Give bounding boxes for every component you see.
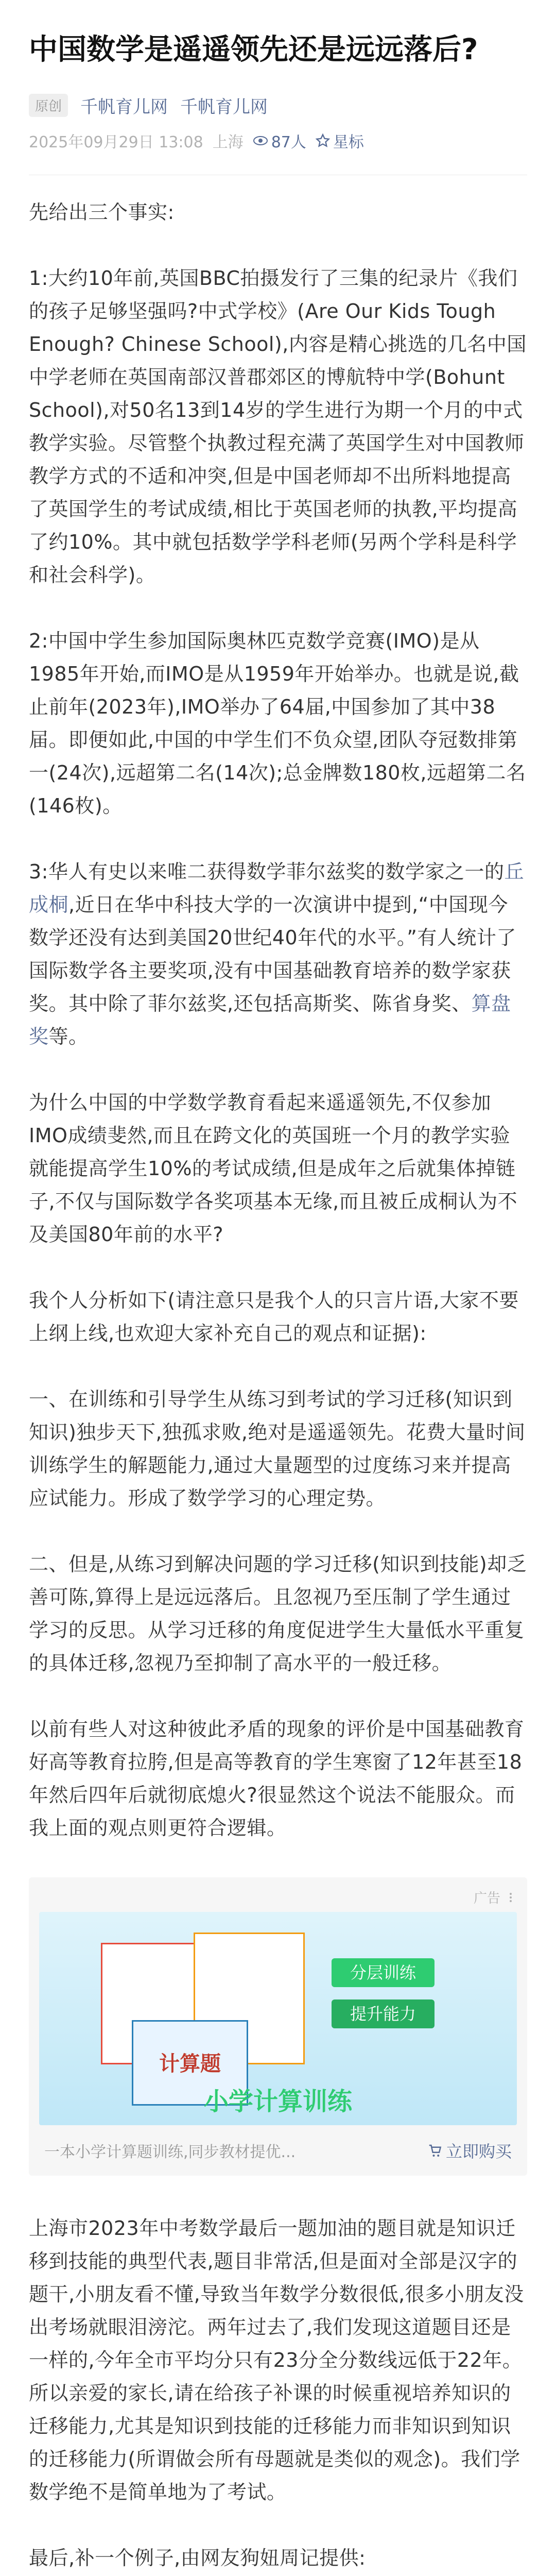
star-label: 星标 <box>333 133 364 151</box>
ad-card[interactable] <box>29 1877 527 2176</box>
star-icon <box>316 133 330 148</box>
ad-label: 广告 <box>473 1891 500 1906</box>
buy-now-label: 立即购买 <box>445 2142 512 2161</box>
link-abacus[interactable]: 算盘奖 <box>29 992 511 1048</box>
paragraph: 二、但是,从练习到解决问题的学习迁移(知识到技能)却乏善可陈,算得上是远远落后。且忽视乃至压制了学生通过学习的反思。从学习迁移的角度促进学生大量低水平重复的具体迁移,忽视乃至抑制了高水平的一般迁移。 <box>29 1553 527 1674</box>
account-link[interactable]: 千帆育儿网 <box>180 97 268 117</box>
article-content <box>29 196 527 2576</box>
original-badge: 原创 <box>29 94 68 117</box>
author-link[interactable]: 千帆育儿网 <box>80 97 168 117</box>
ad-caption: 小学计算训练 <box>203 2087 352 2116</box>
star-button[interactable] <box>316 129 364 152</box>
paragraph: 以前有些人对这种彼此矛盾的现象的评价是中国基础教育好高等教育拉胯,但是高等教育的学生寒窗了12年甚至18年然后四年后就彻底熄火?很显然这个说法不能服众。而我上面的观点则更符合逻辑。 <box>29 1718 525 1839</box>
publish-location: 上海 <box>212 133 244 151</box>
article-title: 中国数学是遥遥领先还是远远落后? <box>29 33 478 66</box>
ad-menu-icon[interactable] <box>505 1891 517 1904</box>
ad-image[interactable] <box>39 1912 517 2125</box>
ad-header <box>39 1888 517 1907</box>
views-label: 87人 <box>271 133 306 151</box>
ad-footer <box>39 2125 517 2165</box>
eye-icon <box>253 135 268 146</box>
views-count[interactable] <box>253 129 306 152</box>
paragraph: 我个人分析如下(请注意只是我个人的只言片语,大家不要上纲上线,也欢迎大家补充自己的观点和证据): <box>29 1289 519 1345</box>
paragraph: 2:中国中学生参加国际奥林匹克数学竞赛(IMO)是从1985年开始,而IMO是从1959年开始举办。也就是说,截止前年(2023年),IMO举办了64届,中国参加了其中38届。即便如此,中国的中学生们不负众望,团队夺冠数排第一(24次),远超第二名(14次);总金牌数180枚,远超第二名(146枚)。 <box>29 630 526 817</box>
article-source <box>29 93 527 118</box>
paragraph: 3:华人有史以来唯二获得数学菲尔兹奖的数学家之一的丘成桐,近日在华中科技大学的一次演讲中提到,“中国现今数学还没有达到美国20世纪40年代的水平。”有人统计了国际数学各主要奖项,没有中国基础教育培养的数学家获奖。其中除了菲尔兹奖,还包括高斯奖、陈省身奖、算盘奖等。 <box>29 860 524 1048</box>
paragraph: 先给出三个事实: <box>29 201 175 224</box>
ad-product-label: 计算题 <box>159 2052 221 2076</box>
publish-date: 2025年09月29日 13:08 <box>29 133 203 151</box>
paragraph: 为什么中国的中学数学教育看起来遥遥领先,不仅参加IMO成绩斐然,而且在跨文化的英国班一个月的教学实验就能提高学生10%的考试成绩,但是成年之后就集体掉链子,不仅与国际数学各奖项基本无缘,而且被丘成桐认为不及美国80年前的水平? <box>29 1091 518 1246</box>
ad-tag-improve: 提升能力 <box>332 1999 435 2028</box>
paragraph: 1:大约10年前,英国BBC拍摄发行了三集的纪录片《我们的孩子足够坚强吗?中式学校》(Are Our Kids Tough Enough? Chinese School),内容是精心挑选的几名中国中学老师在英国南部汉普郡郊区的博航特中学(Bohunt School),对50名13到14岁的学生进行为期一个月的中式教学实验。尽管整个执教过程充满了英国学生对中国教师教学方式的不适和冲突,但是中国老师却不出所料地提高了英国学生的考试成绩,相比于英国老师的执教,平均提高了约10%。其中就包括数学学科老师(另两个学科是科学和社会科学)。 <box>29 267 527 586</box>
ad-description: 一本小学计算题训练,同步教材提优... <box>44 2143 296 2161</box>
link-yau[interactable]: 丘成桐 <box>29 860 524 916</box>
cart-icon <box>427 2143 443 2158</box>
paragraph: 上海市2023年中考数学最后一题加油的题目就是知识迁移到技能的典型代表,题目非常活,但是面对全部是汉字的题干,小朋友看不懂,导致当年数学分数很低,很多小朋友没出考场就眼泪滂沱。两年过去了,我们发现这道题目还是一样的,今年全市平均分只有23分全分数线远低于22年。所以亲爱的家长,请在给孩子补课的时候重视培养知识的迁移能力,尤其是知识到技能的迁移能力而非知识到知识的迁移能力(所谓做会所有母题就是类似的观念)。我们学数学绝不是简单地为了考试。 <box>29 2217 524 2503</box>
paragraph: 一、在训练和引导学生从练习到考试的学习迁移(知识到知识)独步天下,独孤求败,绝对是遥遥领先。花费大量时间训练学生的解题能力,通过大量题型的过度练习来并提高应试能力。形成了数学学习的心理定势。 <box>29 1388 526 1510</box>
buy-now-button[interactable] <box>427 2139 512 2162</box>
ad-tag-layered: 分层训练 <box>332 1958 435 1987</box>
article-meta <box>29 129 527 152</box>
paragraph: 最后,补一个例子,由网友狗妞周记提供: <box>29 2547 366 2569</box>
